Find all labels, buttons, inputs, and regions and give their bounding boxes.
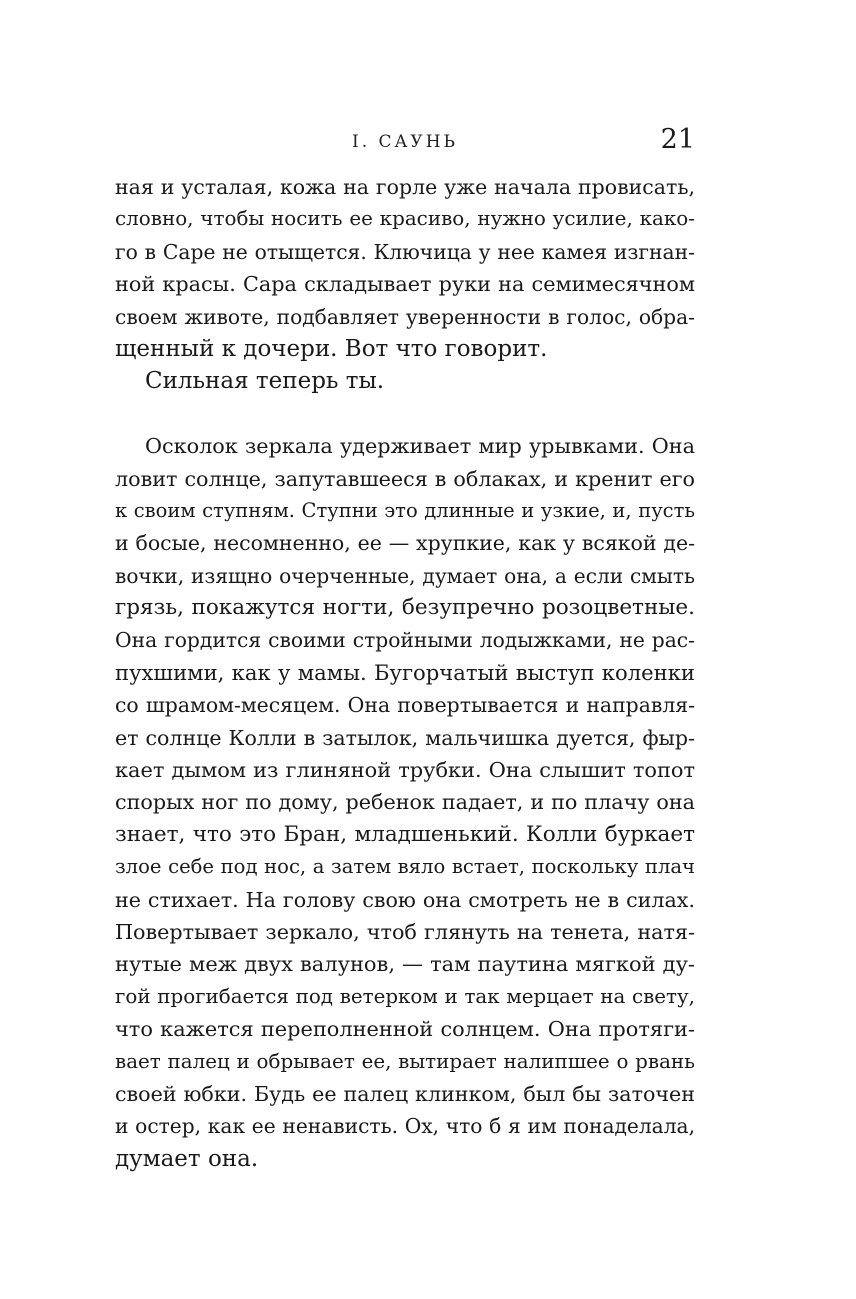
text-line: ной красы. Сара складывает руки на семимесячном xyxy=(115,272,695,297)
text-line: ная и усталая, кожа на горле уже начала провисать, xyxy=(115,175,695,199)
text-line: своем животе, подбавляет уверенности в голос, обра- xyxy=(115,304,695,329)
text-line: Сильная теперь ты. xyxy=(145,368,385,395)
text-line: гой прогибается под ветерком и так мерцает на свету, xyxy=(115,984,695,1008)
text-line: словно, чтобы носить ее красиво, нужно усилие, како- xyxy=(115,207,695,231)
running-head xyxy=(115,124,695,160)
text-line: Осколок зеркала удерживает мир урывками. Она xyxy=(145,434,695,459)
text-line: и остер, как ее ненависть. Ох, что б я им понаделала, xyxy=(115,1114,695,1139)
text-line: думает она. xyxy=(115,1145,259,1172)
text-line: к своим ступням. Ступни это длинные и узкие, и, пусть xyxy=(115,498,695,522)
body-text xyxy=(115,171,695,1175)
chapter-title: I. САУНЬ xyxy=(352,132,458,152)
text-line: грязь, покажутся ногти, безупречно розоцветные. xyxy=(115,595,695,621)
text-line: вочки, изящно очерченные, думает она, а если смыть xyxy=(115,563,695,588)
page-number: 21 xyxy=(660,124,695,155)
text-line: со шрамом-месяцем. Она повертывается и направля- xyxy=(115,693,695,718)
text-line: знает, что это Бран, младшенький. Колли буркает xyxy=(115,821,695,847)
text-line: что кажется переполненной солнцем. Она протяги- xyxy=(115,1017,695,1042)
text-line: пухшими, как у мамы. Бугорчатый выступ коленки xyxy=(115,659,695,685)
text-line: спорых ног по дому, ребенок падает, и по плачу она xyxy=(115,790,695,815)
text-line: щенный к дочери. Вот что говорит. xyxy=(115,335,548,362)
text-line: своей юбки. Будь ее палец клинком, был бы заточен xyxy=(115,1081,695,1106)
text-line: злое себе под нос, а затем вяло встает, поскольку плач xyxy=(115,855,695,879)
text-line: вает палец и обрывает ее, вытирает налипшее о рвань xyxy=(115,1049,695,1073)
text-line: кает дымом из глиняной трубки. Она слышит топот xyxy=(115,758,695,783)
text-line: нутые меж двух валунов, — там паутина мягкой ду- xyxy=(115,952,695,977)
text-line: ловит солнце, запутавшееся в облаках, и кренит его xyxy=(115,466,695,491)
text-line: го в Саре не отыщется. Ключица у нее камея изгнан- xyxy=(115,239,695,264)
text-line: Она гордится своими стройными лодыжками, не рас- xyxy=(115,628,695,653)
text-line: Повертывает зеркало, чтоб глянуть на тенета, натя- xyxy=(115,919,695,944)
section-break xyxy=(115,398,695,430)
text-line: не стихает. На голову свою она смотреть не в силах. xyxy=(115,887,695,912)
text-line: ет солнце Колли в затылок, мальчишка дуется, фыр- xyxy=(115,725,695,750)
text-line: и босые, несомненно, ее — хрупкие, как у всякой де- xyxy=(115,531,695,556)
